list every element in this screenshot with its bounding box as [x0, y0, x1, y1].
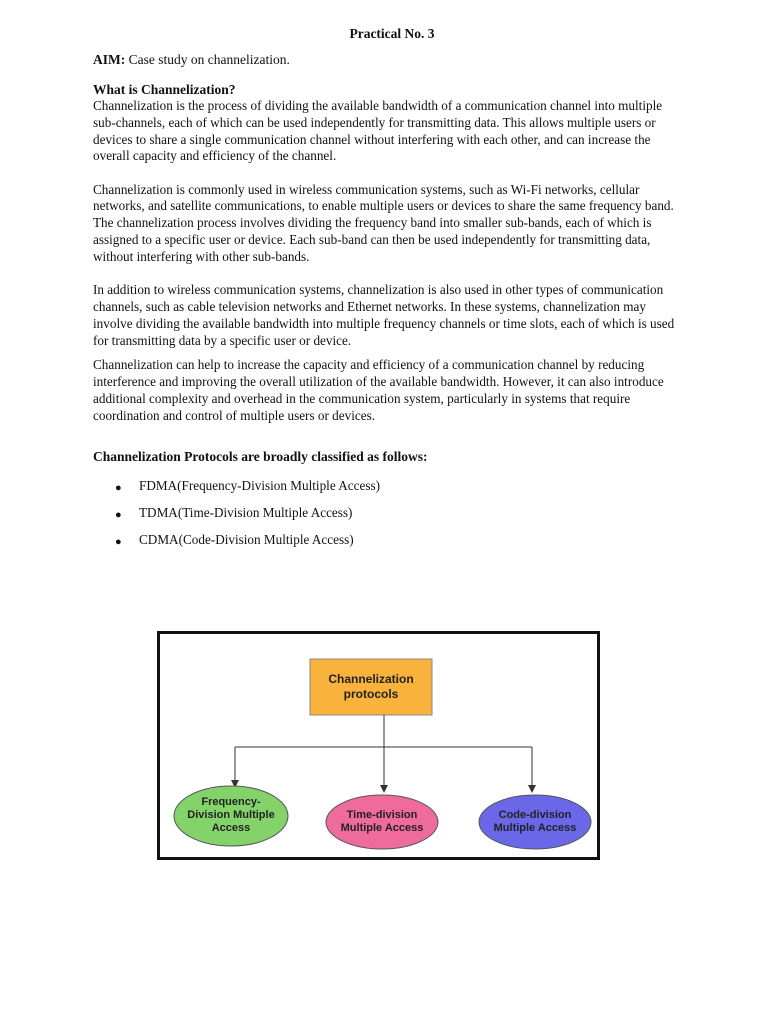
root-node-line1: Channelization	[328, 672, 414, 686]
aim-text: Case study on channelization.	[128, 52, 290, 67]
fdma-node-line3: Access	[211, 822, 251, 834]
protocol-tdma: TDMA(Time-Division Multiple Access)	[139, 504, 353, 520]
root-node-line2: protocols	[343, 687, 399, 701]
list-item	[93, 505, 683, 532]
section-heading: What is Channelization?	[93, 82, 236, 97]
cdma-node-line1: Code-division	[498, 809, 572, 821]
page-title: Practical No. 3	[349, 26, 435, 41]
document-page	[93, 26, 683, 559]
fdma-node-line1: Frequency-	[201, 796, 261, 808]
paragraph-4: Channelization can help to increase the capacity and efficiency of a communication channel by reducing interference and improving the overall utilization of the available bandwidth. However, it can also introduce additional complexity and overhead in the communication system, particularly in systems that require coordination and control of multiple users or devices.	[93, 357, 664, 423]
classification-heading: Channelization Protocols are broadly classified as follows:	[93, 448, 428, 464]
protocol-cdma: CDMA(Code-Division Multiple Access)	[139, 531, 354, 547]
bullet-icon: ●	[115, 508, 122, 521]
tdma-node-line1: Time-division	[346, 809, 418, 821]
aim-label: AIM:	[93, 52, 126, 67]
paragraph-2: Channelization is commonly used in wireless communication systems, such as Wi-Fi networks, cellular networks, and satellite communications, to enable multiple users or devices to share the same frequency band. The channelization process involves dividing the frequency band into smaller sub-bands, each of which is assigned to a specific user or device. Each sub-band can then be used independently for transmitting data, without interfering with other sub-bands.	[93, 181, 674, 264]
bullet-icon: ●	[115, 535, 122, 548]
list-item	[93, 532, 683, 559]
protocol-diagram	[157, 631, 600, 860]
paragraph-1: Channelization is the process of dividing the available bandwidth of a communication channel into multiple sub-channels, each of which can be used independently for transmitting data. This allows multiple users or devices to share a single communication channel without interfering with each other, and can increase the overall capacity and efficiency of the channel.	[93, 98, 663, 164]
paragraph-3: In addition to wireless communication systems, channelization is also used in other types of communication channels, such as cable television networks and Ethernet networks. In these systems, channelization may involve dividing the available bandwidth into multiple frequency channels or time slots, each of which is used for transmitting data by a specific user or device.	[93, 282, 675, 348]
protocol-list	[93, 478, 683, 559]
cdma-node-line2: Multiple Access	[493, 822, 577, 834]
fdma-node-line2: Division Multiple	[187, 809, 275, 821]
aim-line	[93, 52, 683, 68]
protocol-fdma: FDMA(Frequency-Division Multiple Access)	[139, 477, 381, 493]
diagram-svg	[160, 634, 597, 857]
list-item	[93, 478, 683, 505]
bullet-icon: ●	[115, 481, 122, 494]
tdma-node-line2: Multiple Access	[340, 822, 424, 834]
